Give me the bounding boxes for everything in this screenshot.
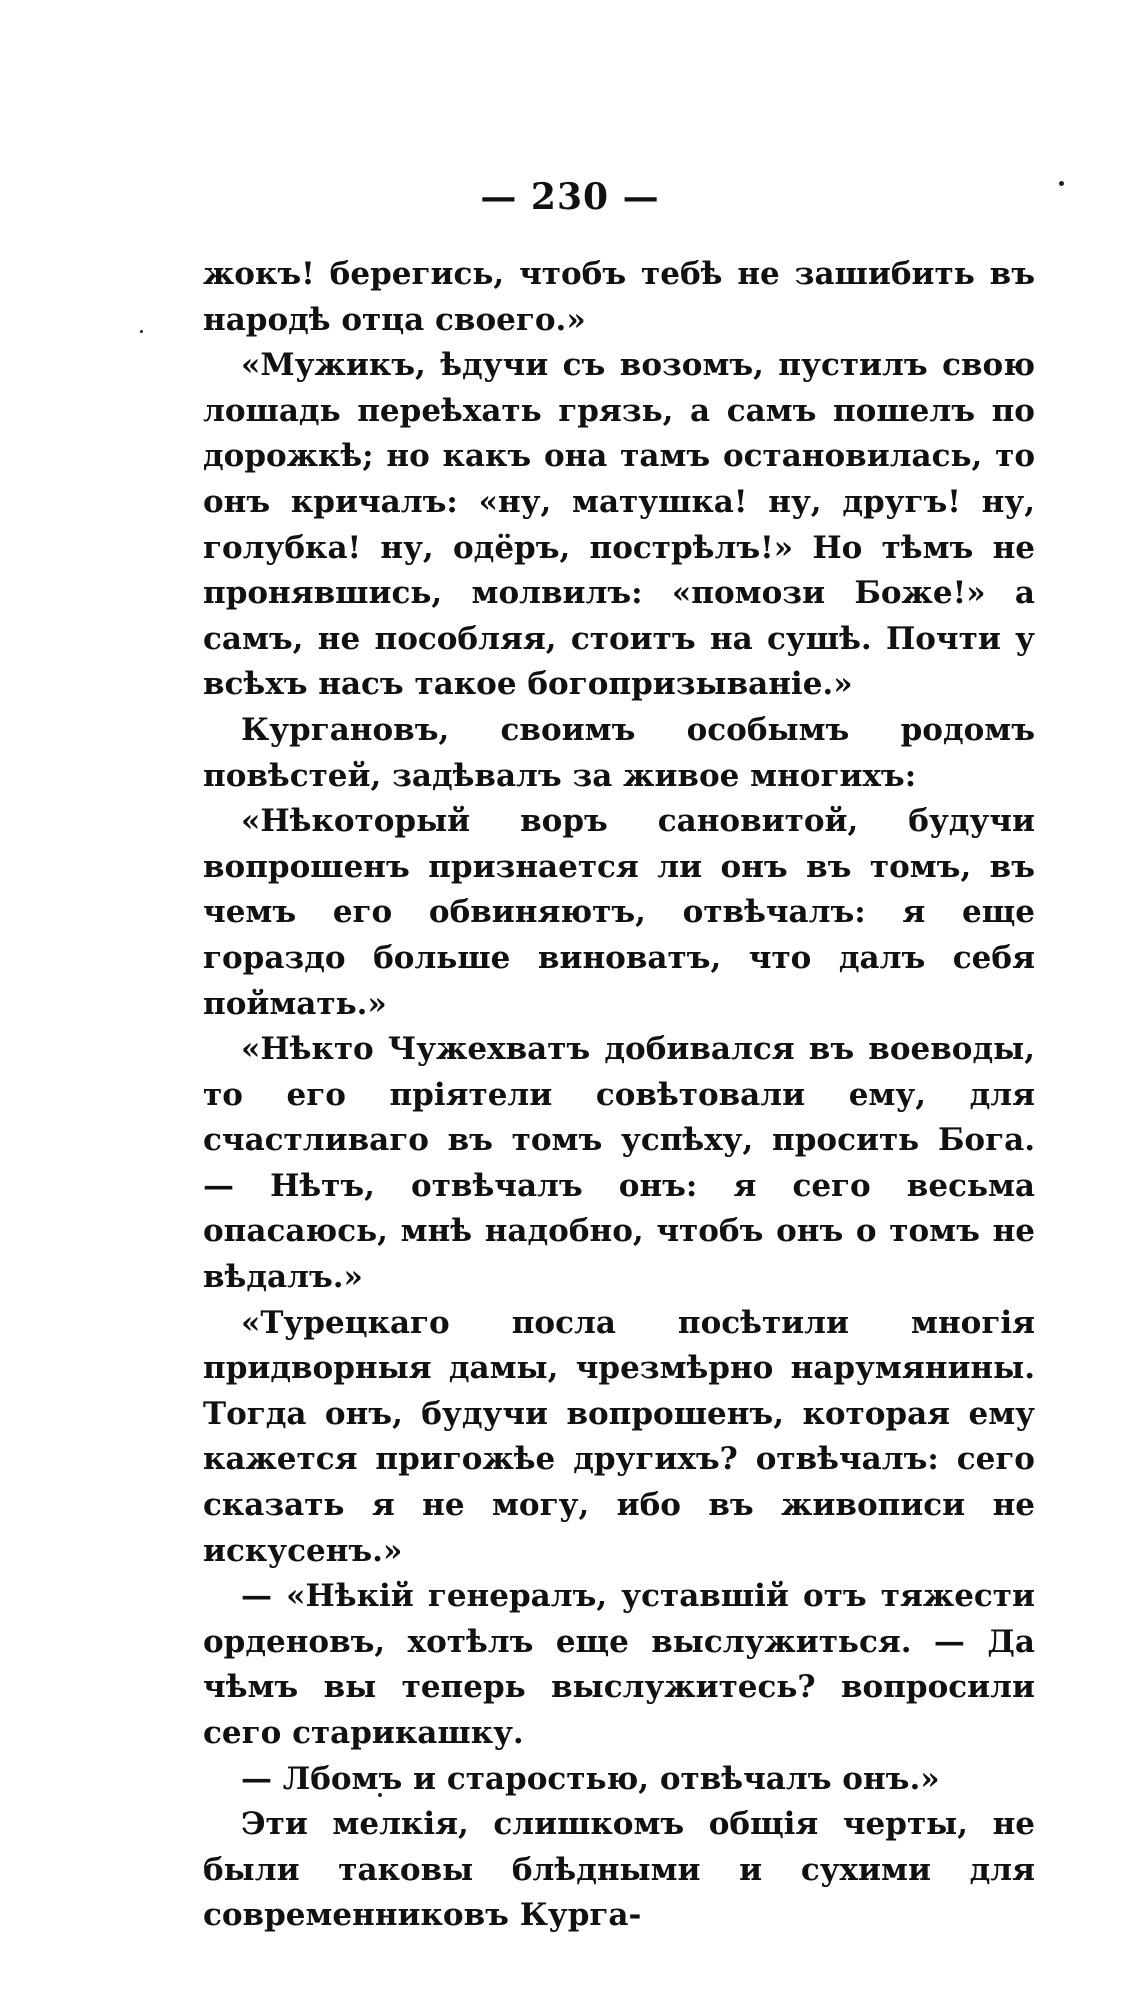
page-number: — 230 — [480,176,660,218]
paragraph: Кургановъ, своимъ особымъ родомъ повѣстей, задѣвалъ за живое многихъ: [203,711,1035,794]
paragraph: «Нѣкто Чужехватъ добивался въ воеводы, то его пріятели совѣтовали ему, для счастливаго въ томъ успѣху, просить Бога. — Нѣтъ, отвѣчалъ онъ: я сего весьма опасаюсь, мнѣ надобно, чтобъ онъ о томъ не вѣдалъ.» [203,1031,1035,1296]
paragraph: жокъ! берегись, чтобъ тебѣ не зашибить въ народѣ отца своего.» [203,256,1035,338]
paragraph: Эти мелкія, слишкомъ общія черты, не были таковы блѣдными и сухими для современниковъ Курга- [203,1806,1035,1934]
body-text [203,252,1035,1939]
paragraph: «Нѣкоторый воръ сановитой, будучи вопрошенъ признается ли онъ въ томъ, въ чемъ его обвиняютъ, отвѣчалъ: я еще гораздо больше виноватъ, что далъ себя поймать.» [203,803,1035,1022]
ink-speck [1059,181,1064,186]
paragraph: — «Нѣкій генералъ, уставшій отъ тяжести орденовъ, хотѣлъ еще выслужиться. — Да чѣмъ вы теперь выслужитесь? вопросили сего старикашку. [203,1578,1035,1751]
ink-speck [140,330,143,333]
paragraph: «Мужикъ, ѣдучи съ возомъ, пустилъ свою лошадь переѣхать грязь, а самъ пошелъ по дорожкѣ; но какъ она тамъ остановилась, то онъ кричалъ: «ну, матушка! ну, другъ! ну, голубка! ну, одёръ, пострѣлъ!» Но тѣмъ не пронявшись, молвилъ: «помози Боже!» а самъ, не пособляя, стоитъ на сушѣ. Почти у всѣхъ насъ такое богопризываніе.» [203,347,1035,703]
paragraph: — Лбомъ и старостью, отвѣчалъ онъ.» [241,1760,940,1797]
paragraph: «Турецкаго посла посѣтили многія придворныя дамы, чрезмѣрно нарумянины. Тогда онъ, будучи вопрошенъ, которая ему кажется пригожѣе другихъ? отвѣчалъ: сего сказать я не могу, ибо въ живописи не искусенъ.» [203,1304,1035,1569]
